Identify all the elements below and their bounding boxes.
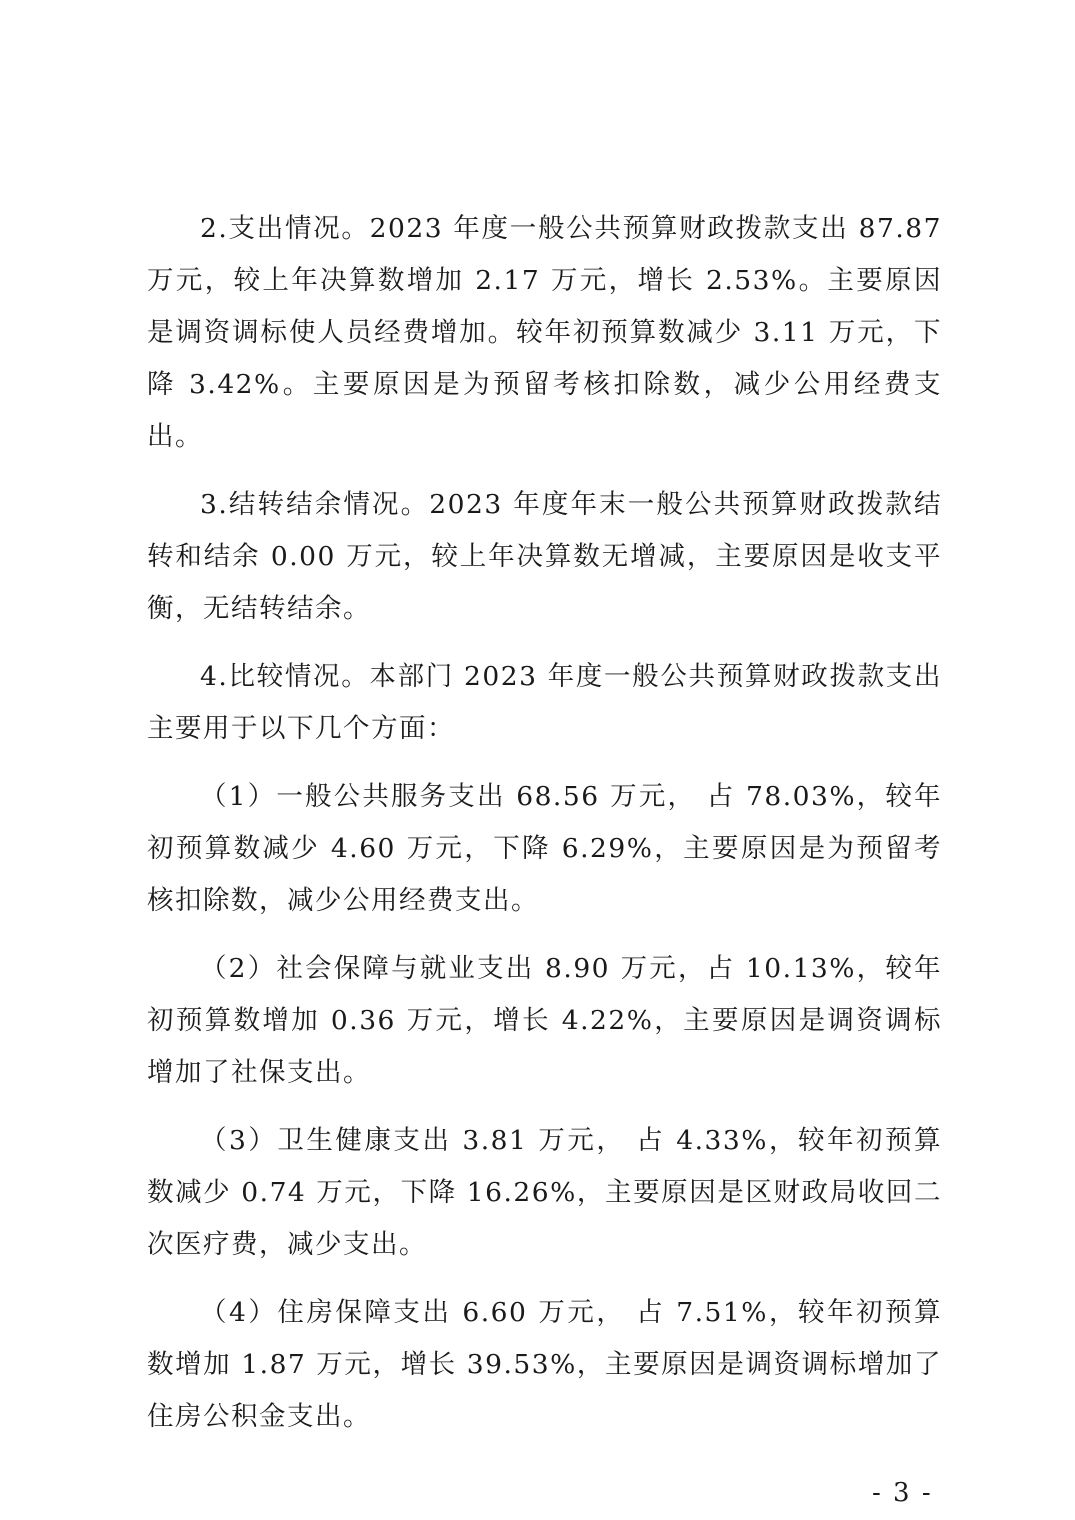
- page-number: - 3 -: [872, 1478, 933, 1508]
- paragraph-item-1: （1）一般公共服务支出 68.56 万元， 占 78.03%，较年初预算数减少 4.60 万元，下降 6.29%，主要原因是为预留考核扣除数，减少公用经费支出。: [147, 781, 942, 916]
- paragraph-item-2: （2）社会保障与就业支出 8.90 万元，占 10.13%，较年初预算数增加 0.36 万元，增长 4.22%，主要原因是调资调标增加了社保支出。: [147, 953, 942, 1088]
- paragraph-item-4: （4）住房保障支出 6.60 万元， 占 7.51%，较年初预算数增加 1.87 万元，增长 39.53%，主要原因是调资调标增加了住房公积金支出。: [147, 1297, 942, 1432]
- paragraph-item-3: （3）卫生健康支出 3.81 万元， 占 4.33%，较年初预算数减少 0.74 万元，下降 16.26%，主要原因是区财政局收回二次医疗费，减少支出。: [147, 1125, 942, 1260]
- paragraph-comparison: 4.比较情况。本部门 2023 年度一般公共预算财政拨款支出主要用于以下几个方面：: [147, 661, 942, 744]
- paragraph-expenditure: 2.支出情况。2023 年度一般公共预算财政拨款支出 87.87 万元，较上年决算数增加 2.17 万元，增长 2.53%。主要原因是调资调标使人员经费增加。较年初预算数减少 3.11 万元，下降 3.42%。主要原因是为预留考核扣除数，减少公用经费支出。: [147, 213, 942, 452]
- paragraph-carryover: 3.结转结余情况。2023 年度年末一般公共预算财政拨款结转和结余 0.00 万元，较上年决算数无增减，主要原因是收支平衡，无结转结余。: [147, 489, 942, 624]
- document-body: [147, 203, 942, 1459]
